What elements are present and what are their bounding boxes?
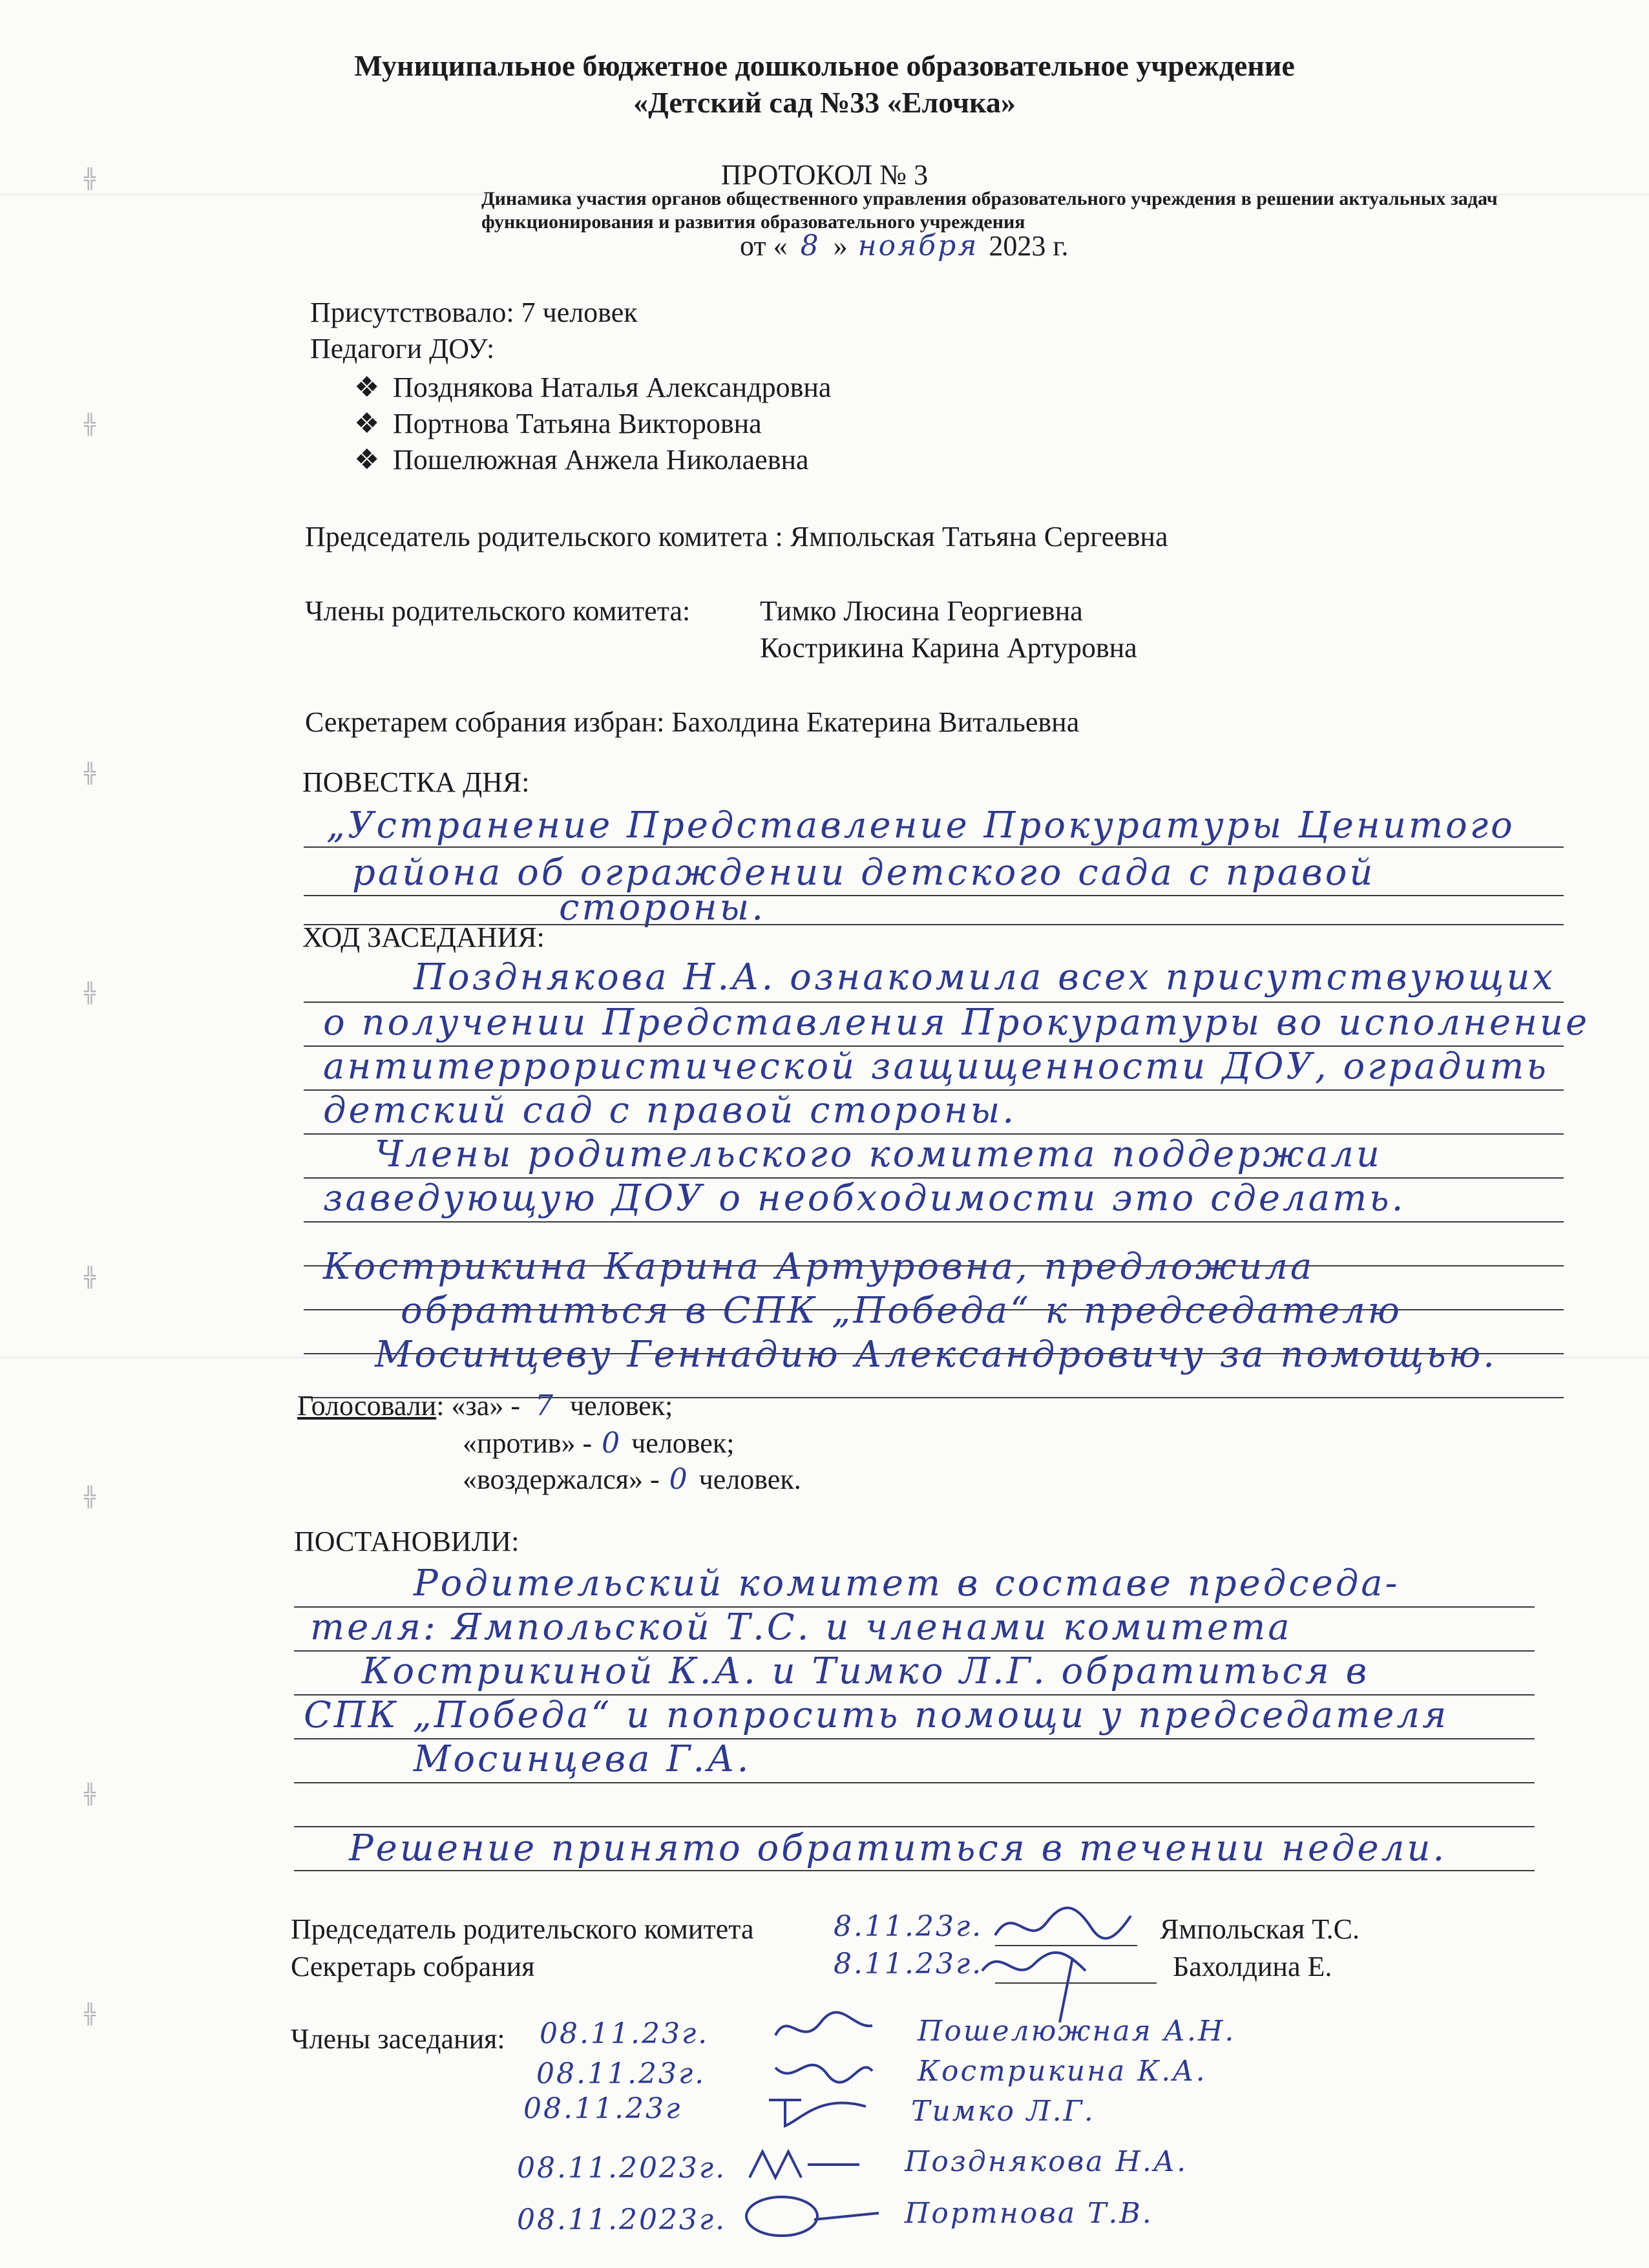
voting-against: «против» - 0 человек; [463, 1427, 735, 1460]
binder-hole-mark: ╬ [84, 1783, 96, 1806]
date-year: 2023 г. [989, 230, 1069, 262]
date-mid: » [833, 230, 848, 262]
chair-sign-name: Ямпольская Т.С. [1160, 1913, 1360, 1945]
secretary-sign-label: Секретарь собрания [291, 1951, 535, 1982]
member-sign-date: 08.11.23г [523, 2092, 682, 2125]
binder-hole-mark: ╬ [84, 2003, 96, 2026]
vote-count-abstain: 0 [669, 1463, 689, 1496]
member-sign-name: Позднякова Н.А. [905, 2145, 1188, 2178]
binder-hole-mark: ╬ [84, 414, 96, 436]
vote-count-against: 0 [602, 1427, 622, 1460]
member-sign-name: Портнова Т.В. [905, 2197, 1153, 2230]
resolution-handwritten: Родительский комитет в составе председа- [414, 1562, 1400, 1604]
protocol-title: ПРОТОКОЛ № 3 [720, 159, 929, 191]
voting-for: Голосовали: «за» - 7 человек; [297, 1389, 673, 1422]
binder-hole-mark: ╬ [84, 982, 96, 1005]
committee-member: Кострикина Карина Артуровна [760, 632, 1137, 664]
member-sign-date: 08.11.2023г. [517, 2152, 727, 2185]
member-sign-name: Тимко Л.Г. [911, 2095, 1095, 2128]
org-name-line2: «Детский сад №33 «Елочка» [633, 86, 1016, 119]
vote-count-for: 7 [534, 1389, 555, 1422]
resolution-handwritten: Кострикиной К.А. и Тимко Л.Г. обратиться в [362, 1650, 1370, 1692]
rule-line [304, 846, 1564, 848]
member-sign-date: 08.11.23г. [536, 2057, 706, 2090]
resolution-label: ПОСТАНОВИЛИ: [294, 1526, 520, 1557]
voting-abstain: «воздержался» - 0 человек. [463, 1463, 801, 1496]
date-day: 8 [800, 229, 821, 262]
member-sign-date: 08.11.23г. [540, 2017, 709, 2050]
protocol-date [740, 229, 1069, 262]
rule-line [294, 1782, 1535, 1783]
member-signature-icon [762, 2081, 872, 2132]
secretary-sign-date: 8.11.23г. [834, 1948, 983, 1980]
chair-sign-label: Председатель родительского комитета [291, 1913, 754, 1945]
voting-label: Голосовали [297, 1390, 437, 1422]
proceedings-handwritten: обратиться в СПК „Победа“ к председателю [401, 1290, 1402, 1332]
member-sign-date: 08.11.2023г. [517, 2203, 727, 2236]
proceedings-handwritten: Кострикина Карина Артуровна, предложила [323, 1246, 1315, 1288]
bullet-icon: ❖ [354, 444, 380, 476]
teacher-item: ❖ Портнова Татьяна Викторовна [354, 408, 762, 439]
agenda-handwritten: района об ограждении детского сада с правой [352, 852, 1376, 894]
teachers-label: Педагоги ДОУ: [310, 333, 495, 364]
secretary-sign-name: Бахолдина Е. [1173, 1951, 1332, 1982]
resolution-handwritten: СПК „Победа“ и попросить помощи у председателя [304, 1694, 1449, 1736]
rule-line [304, 1221, 1564, 1223]
teacher-item: ❖ Позднякова Наталья Александровна [354, 372, 832, 403]
committee-members-label: Члены родительского комитета: [305, 595, 691, 627]
agenda-handwritten: стороны. [559, 887, 766, 929]
bullet-icon: ❖ [354, 372, 380, 403]
resolution-handwritten: Решение принято обратиться в течении недели. [349, 1827, 1447, 1869]
committee-member: Тимко Люсина Георгиевна [760, 595, 1083, 627]
member-sign-name: Кострикина К.А. [918, 2055, 1207, 2088]
proceedings-handwritten: о получении Представления Прокуратуры во исполнение [323, 1002, 1590, 1044]
proceedings-handwritten: Позднякова Н.А. ознакомила всех присутствующих [414, 956, 1556, 998]
present-count: Присутствовало: 7 человек [310, 297, 638, 328]
bullet-icon: ❖ [354, 408, 380, 439]
binder-hole-mark: ╬ [84, 1266, 96, 1289]
session-members-label: Члены заседания: [291, 2023, 505, 2055]
resolution-handwritten: Мосинцева Г.А. [414, 1738, 751, 1780]
member-signature-icon [737, 2187, 885, 2245]
rule-line [304, 895, 1564, 896]
member-signature-icon [743, 2139, 872, 2190]
rule-line [294, 1870, 1535, 1871]
binder-hole-mark: ╬ [84, 1486, 96, 1509]
agenda-label: ПОВЕСТКА ДНЯ: [302, 766, 530, 798]
chair-sign-date: 8.11.23г. [834, 1910, 983, 1943]
org-name-line1: Муниципальное бюджетное дошкольное образовательное учреждение [354, 49, 1295, 82]
proceedings-handwritten: заведующую ДОУ о необходимости это сделать. [323, 1177, 1406, 1219]
date-prefix: от « [740, 230, 788, 262]
protocol-subtitle: Динамика участия органов общественного управления образовательного учреждения в решении актуальных задач функционирования и развития образовательного учреждения [481, 188, 1498, 233]
teacher-item: ❖ Пошелюжная Анжела Николаевна [354, 444, 809, 476]
binder-hole-mark: ╬ [84, 762, 96, 785]
proceedings-label: ХОД ЗАСЕДАНИЯ: [302, 921, 545, 953]
committee-chair: Председатель родительского комитета : Ямпольская Татьяна Сергеевна [305, 521, 1168, 552]
member-sign-name: Пошелюжная А.Н. [918, 2015, 1236, 2048]
agenda-handwritten: „Устранение Представление Прокуратуры Ценитого [326, 804, 1515, 846]
proceedings-handwritten: детский сад с правой стороны. [323, 1089, 1017, 1131]
proceedings-handwritten: Члены родительского комитета поддержали [375, 1133, 1382, 1175]
secretary-elected: Секретарем собрания избран: Бахолдина Екатерина Витальевна [305, 706, 1080, 738]
proceedings-handwritten: антитеррористической защищенности ДОУ, оградить [323, 1045, 1549, 1087]
date-month: ноября [857, 229, 979, 262]
binder-hole-mark: ╬ [84, 168, 96, 191]
proceedings-handwritten: Мосинцеву Геннадию Александровичу за помощью. [375, 1334, 1497, 1376]
resolution-handwritten: теля: Ямпольской Т.С. и членами комитета [310, 1606, 1292, 1648]
